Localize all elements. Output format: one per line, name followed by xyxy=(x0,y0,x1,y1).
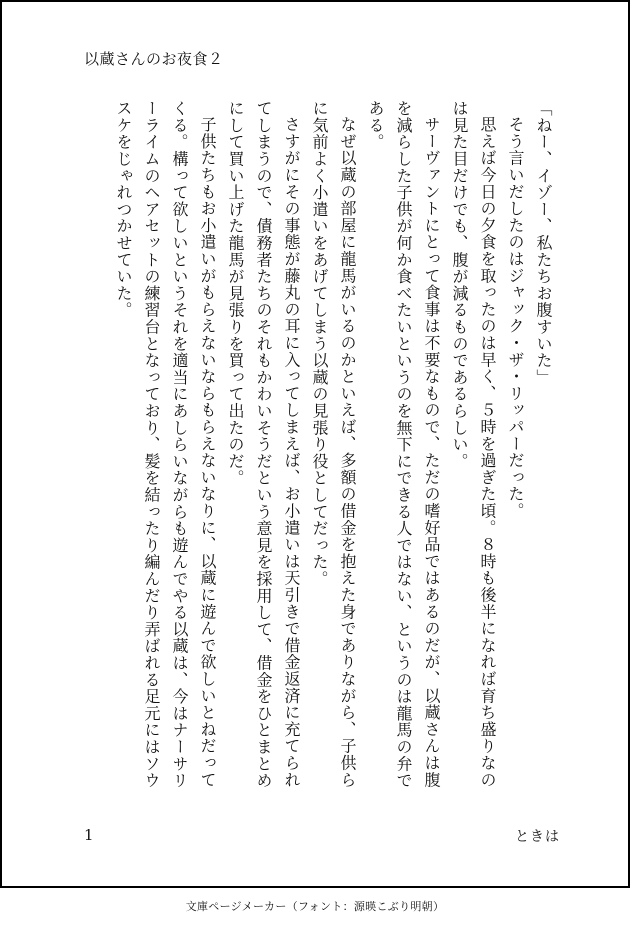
body-text-vertical xyxy=(82,100,557,792)
running-header-title: 以蔵さんのお夜食２ xyxy=(84,50,224,68)
paragraph: サーヴァントにとって食事は不要なもので、ただの嗜好品ではあるのだが、以蔵さんは腹を減らした子供が何か食べたいというのを無下にできる人ではない、というのは龍馬の弁である。 xyxy=(366,100,441,789)
paragraph: 「ねー、イゾー、私たちお腹すいた」 xyxy=(534,100,553,386)
next-page-hint: ときは xyxy=(515,829,560,845)
paragraph: そう言いだしたのはジャック・ザ・リッパーだった。 xyxy=(506,116,525,520)
paragraph: 思えば今日の夕食を取ったのは早く、５時を過ぎた頃。８時も後半になれば育ち盛りなのは見た目だけでも、腹が減るものであるらしい。 xyxy=(450,100,497,788)
paragraph: なぜ以蔵の部屋に龍馬がいるのかといえば、多額の借金を抱えた身でありながら、子供らに気前よく小遣いをあげてしまう以蔵の見張り役としてだった。 xyxy=(310,100,357,788)
page-number: 1 xyxy=(84,826,94,844)
paragraph: さすがにその事態が藤丸の耳に入ってしまえば、お小遣いは天引きで借金返済に充てられてしまうので、債務者たちのそれもかわいそうだという意見を採用して、借金をひとまとめにして買い上げた龍馬が見張りを買って出たのだ。 xyxy=(226,100,301,789)
paragraph: 子供たちもお小遣いがもらえないならもらえないなりに、以蔵に遊んで欲しいとねだってくる。構って欲しいというそれを適当にあしらいながらも遊んでやる以蔵は、今はナーサリーライムのヘアセットの練習台となっており、髪を結ったり編んだり弄ばれる足元にはソウスケをじゃれつかせていた。 xyxy=(114,100,217,789)
footer-credit: 文庫ページメーカー（フォント：源暎こぶり明朝） xyxy=(185,900,445,913)
